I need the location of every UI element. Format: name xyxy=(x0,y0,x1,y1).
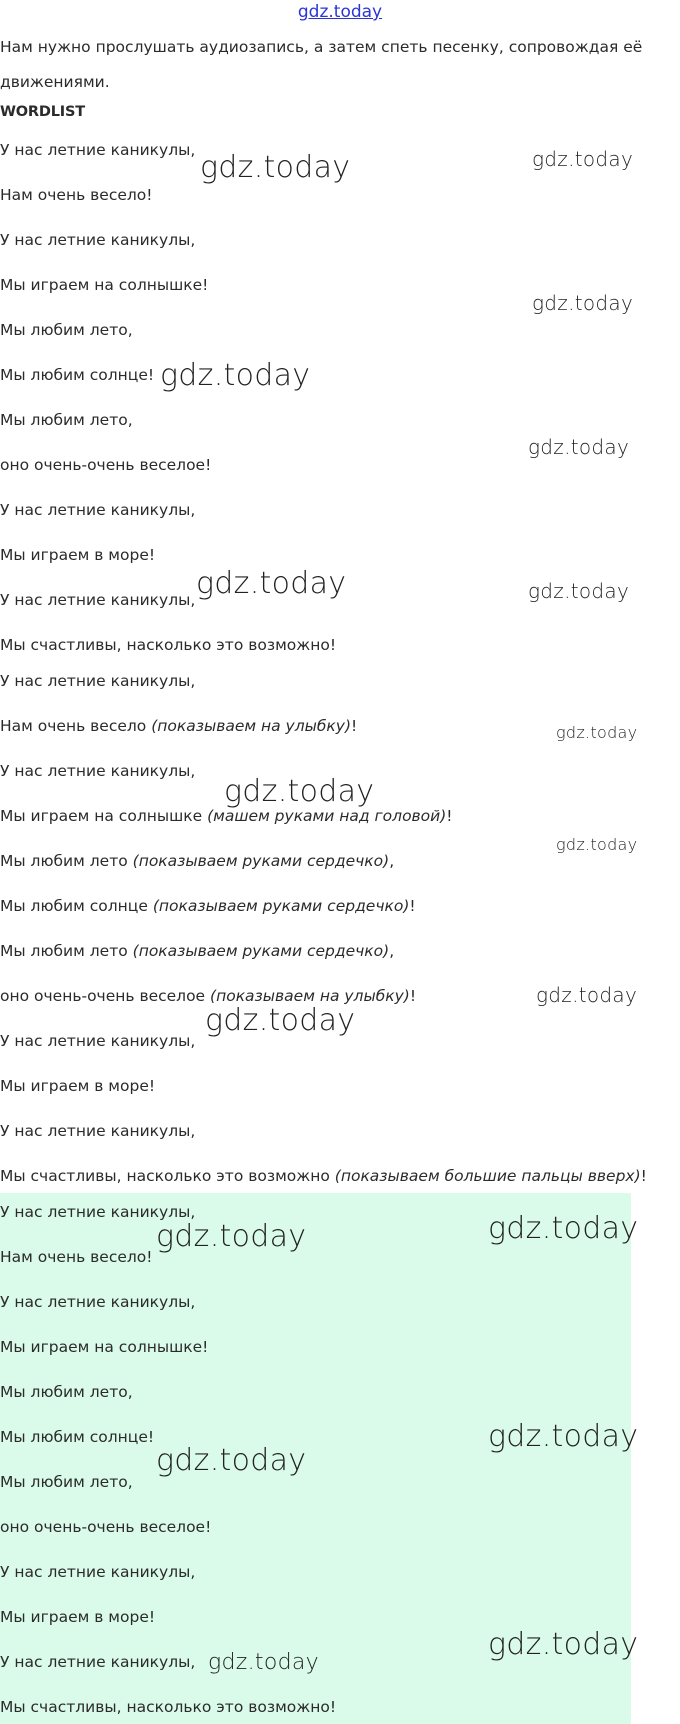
song1-line: У нас летние каникулы, xyxy=(0,231,196,249)
song3-line: Мы любим лето, xyxy=(0,1473,133,1491)
wordlist-heading: WORDLIST xyxy=(0,104,85,120)
song2-line: Нам очень весело (показываем на улыбку)! xyxy=(0,717,358,735)
song1-line: У нас летние каникулы, xyxy=(0,501,196,519)
song1-line: Мы любим лето, xyxy=(0,411,133,429)
song3-line: оно очень-очень веселое! xyxy=(0,1518,212,1536)
song1-line: оно очень-очень веселое! xyxy=(0,456,212,474)
song3-line: Мы играем в море! xyxy=(0,1608,156,1626)
song3-line: Мы счастливы, насколько это возможно! xyxy=(0,1698,337,1716)
watermark: gdz.today xyxy=(556,835,638,854)
watermark: gdz.today xyxy=(208,1650,319,1675)
watermark: gdz.today xyxy=(556,723,638,742)
watermark: gdz.today xyxy=(200,150,351,185)
watermark: gdz.today xyxy=(196,566,347,601)
watermark: gdz.today xyxy=(488,1627,639,1662)
watermark: gdz.today xyxy=(532,147,634,171)
song2-line: Мы любим лето (показываем руками сердечко), xyxy=(0,942,395,960)
song3-line: Мы играем на солнышке! xyxy=(0,1338,209,1356)
song3-line: Мы любим лето, xyxy=(0,1383,133,1401)
song1-line: Мы играем в море! xyxy=(0,546,156,564)
watermark: gdz.today xyxy=(488,1419,639,1454)
song2-line: Мы играем на солнышке (машем руками над головой)! xyxy=(0,807,453,825)
watermark: gdz.today xyxy=(205,1003,356,1038)
song1-line: У нас летние каникулы, xyxy=(0,141,196,159)
watermark: gdz.today xyxy=(156,1443,307,1478)
watermark: gdz.today xyxy=(160,358,311,393)
site-link[interactable]: gdz.today xyxy=(297,2,383,22)
watermark: gdz.today xyxy=(528,435,630,459)
song3-line: У нас летние каникулы, xyxy=(0,1563,196,1581)
song2-line: Мы любим лето (показываем руками сердечко), xyxy=(0,852,395,870)
song2-line: Мы счастливы, насколько это возможно (показываем большие пальцы вверх)! xyxy=(0,1167,647,1185)
song3-line: Мы любим солнце! xyxy=(0,1428,155,1446)
watermark: gdz.today xyxy=(488,1211,639,1246)
song1-line: Нам очень весело! xyxy=(0,186,153,204)
song1-line: У нас летние каникулы, xyxy=(0,591,196,609)
song2-line: Мы любим солнце (показываем руками сердечко)! xyxy=(0,897,416,915)
watermark: gdz.today xyxy=(536,983,638,1007)
song1-line: Мы играем на солнышке! xyxy=(0,276,209,294)
watermark: gdz.today xyxy=(532,291,634,315)
song1-line: Мы любим лето, xyxy=(0,321,133,339)
song1-line: Мы любим солнце! xyxy=(0,366,155,384)
song2-line: У нас летние каникулы, xyxy=(0,1032,196,1050)
watermark: gdz.today xyxy=(156,1219,307,1254)
song1-line: Мы счастливы, насколько это возможно! xyxy=(0,636,337,654)
song3-line: Нам очень весело! xyxy=(0,1248,153,1266)
song2-line: Мы играем в море! xyxy=(0,1077,156,1095)
song2-line: У нас летние каникулы, xyxy=(0,762,196,780)
song2-line: оно очень-очень веселое (показываем на улыбку)! xyxy=(0,987,417,1005)
watermark: gdz.today xyxy=(224,774,375,809)
song3-line: У нас летние каникулы, xyxy=(0,1293,196,1311)
song2-line: У нас летние каникулы, xyxy=(0,1122,196,1140)
song2-line: У нас летние каникулы, xyxy=(0,672,196,690)
watermark: gdz.today xyxy=(528,579,630,603)
intro-text: Нам нужно прослушать аудиозапись, а затем спеть песенку, сопровождая её движениями. xyxy=(0,38,643,91)
song3-line: У нас летние каникулы, xyxy=(0,1203,196,1221)
song3-line: У нас летние каникулы, xyxy=(0,1653,196,1671)
